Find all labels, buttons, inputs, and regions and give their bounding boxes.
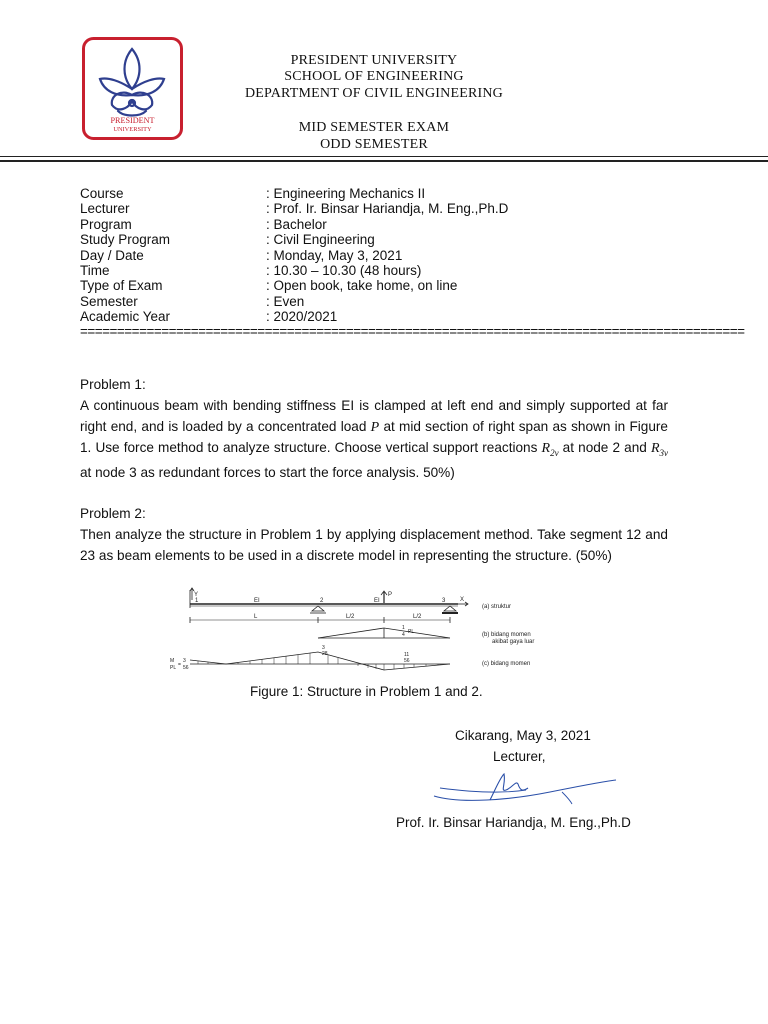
r3-symbol: R [650, 441, 660, 456]
load-label: P [388, 592, 393, 598]
m-left-den: PL [170, 665, 177, 671]
problem2-title: Problem 2: [80, 506, 146, 521]
info-key: Study Program [80, 232, 171, 248]
m-right-num: 11 [404, 652, 410, 658]
info-key: Course [80, 186, 124, 201]
info-value: : 2020/2021 [266, 309, 338, 325]
header-rule-thick [0, 160, 768, 162]
node1-label: 1 [195, 598, 199, 604]
label-a-structure: (a) struktur [482, 604, 512, 610]
moment-b-den: 4 [402, 632, 405, 638]
moment-b-num: 1 [402, 625, 405, 631]
info-row [80, 186, 508, 201]
dim-half2-label: L/2 [413, 614, 422, 620]
logo-text-line2: UNIVERSITY [113, 126, 152, 133]
problem1-text-b: at mid section of right span as shown in Figure 1. Use force method to analyze structure. Choose vertical support reactions [80, 418, 668, 455]
info-key: Semester [80, 293, 138, 309]
axis-x-label: X [460, 597, 465, 603]
info-value: : Bachelor [266, 216, 327, 232]
m-mid-num: 3 [322, 645, 325, 651]
info-key: Academic Year [80, 309, 171, 325]
dim-l-label: L [254, 614, 258, 620]
problem1-text-c: at node 2 and [558, 440, 651, 455]
info-row [80, 278, 508, 293]
info-row [80, 309, 508, 324]
header-rule-thin [0, 156, 768, 157]
exam-header [200, 53, 548, 153]
info-key: Lecturer [80, 201, 130, 217]
info-value: : Open book, take home, on line [266, 278, 458, 294]
school-name: SCHOOL OF ENGINEERING [284, 69, 464, 85]
semester-title: ODD SEMESTER [320, 136, 428, 152]
info-row [80, 294, 508, 309]
exam-info-table [80, 186, 508, 325]
reaction-r2v [542, 441, 559, 456]
signoff-place-date: Cikarang, May 3, 2021 [455, 728, 591, 743]
info-value: : Even [266, 293, 305, 309]
moment-c-diagram [190, 652, 450, 670]
info-value: : Civil Engineering [266, 232, 375, 248]
node3-label: 3 [442, 598, 446, 604]
department-name: DEPARTMENT OF CIVIL ENGINEERING [244, 85, 503, 101]
ei1-label: EI [254, 598, 260, 604]
info-value: : Engineering Mechanics II [266, 186, 426, 201]
info-row [80, 201, 508, 216]
m-left-frac-den: 56 [183, 665, 189, 671]
signoff-name: Prof. Ir. Binsar Hariandja, M. Eng.,Ph.D [396, 815, 631, 830]
r3-subscript: 3v [659, 447, 668, 458]
moment-b-pl: PL [408, 629, 415, 635]
problem1-text-a: A continuous beam with bending stiffness EI is clamped at left end and simply supported at far right end, and is loaded by a concentrated load [80, 398, 668, 434]
info-key: Program [80, 216, 132, 232]
signoff-role: Lecturer, [493, 749, 546, 764]
problem2-text: Then analyze the structure in Problem 1 by applying displacement method. Take segment 12 and 23 as beam elements to be used in a discrete model in representing the structure. (50%) [80, 527, 668, 563]
label-c-moment: (c) bidang momen [482, 661, 531, 667]
m-mid-den: 28 [322, 651, 328, 657]
m-left-eq: = [178, 662, 181, 668]
info-row [80, 217, 508, 232]
m-right-den: 56 [404, 658, 410, 664]
info-value: : Prof. Ir. Binsar Hariandja, M. Eng.,Ph.D [266, 201, 509, 217]
figure-caption: Figure 1: Structure in Problem 1 and 2. [250, 684, 483, 699]
roller-support-2 [312, 606, 324, 611]
label-b-moment: (b) bidang momen [482, 632, 531, 638]
problem1-title: Problem 1: [80, 377, 146, 392]
dim-half1-label: L/2 [346, 614, 355, 620]
m-left-frac-num: 3 [183, 658, 186, 664]
university-name: PRESIDENT UNIVERSITY [290, 53, 458, 68]
separator-line: ========================================================================================== [80, 324, 745, 339]
logo-text-line1: PRESIDENT [110, 116, 155, 125]
r2-symbol: R [541, 441, 551, 456]
info-row [80, 263, 508, 278]
load-symbol: P [370, 419, 380, 435]
reaction-r3v [651, 441, 668, 456]
node2-label: 2 [320, 598, 324, 604]
ei2-label: EI [374, 598, 380, 604]
info-key: Type of Exam [80, 278, 163, 294]
university-logo [82, 37, 183, 140]
moment-c-hatch [198, 653, 438, 670]
info-value: : 10.30 – 10.30 (48 hours) [266, 263, 422, 279]
info-row [80, 248, 508, 263]
r2-subscript: 2v [550, 447, 559, 458]
problem1-text [80, 396, 668, 484]
info-key: Time [80, 263, 110, 279]
axis-y-label: Y [194, 592, 199, 598]
exam-title: MID SEMESTER EXAM [298, 120, 450, 136]
roller-support-3 [444, 606, 456, 611]
info-row [80, 232, 508, 247]
label-b-moment-sub: akibat gaya luar [492, 639, 535, 645]
problem1-text-d: at node 3 as redundant forces to start the force analysis. 50%) [80, 465, 455, 481]
info-value: : Monday, May 3, 2021 [266, 247, 403, 263]
structure-figure [168, 586, 588, 680]
m-left-num: M [170, 658, 175, 664]
signature-image [430, 770, 620, 810]
info-key: Day / Date [80, 247, 144, 263]
